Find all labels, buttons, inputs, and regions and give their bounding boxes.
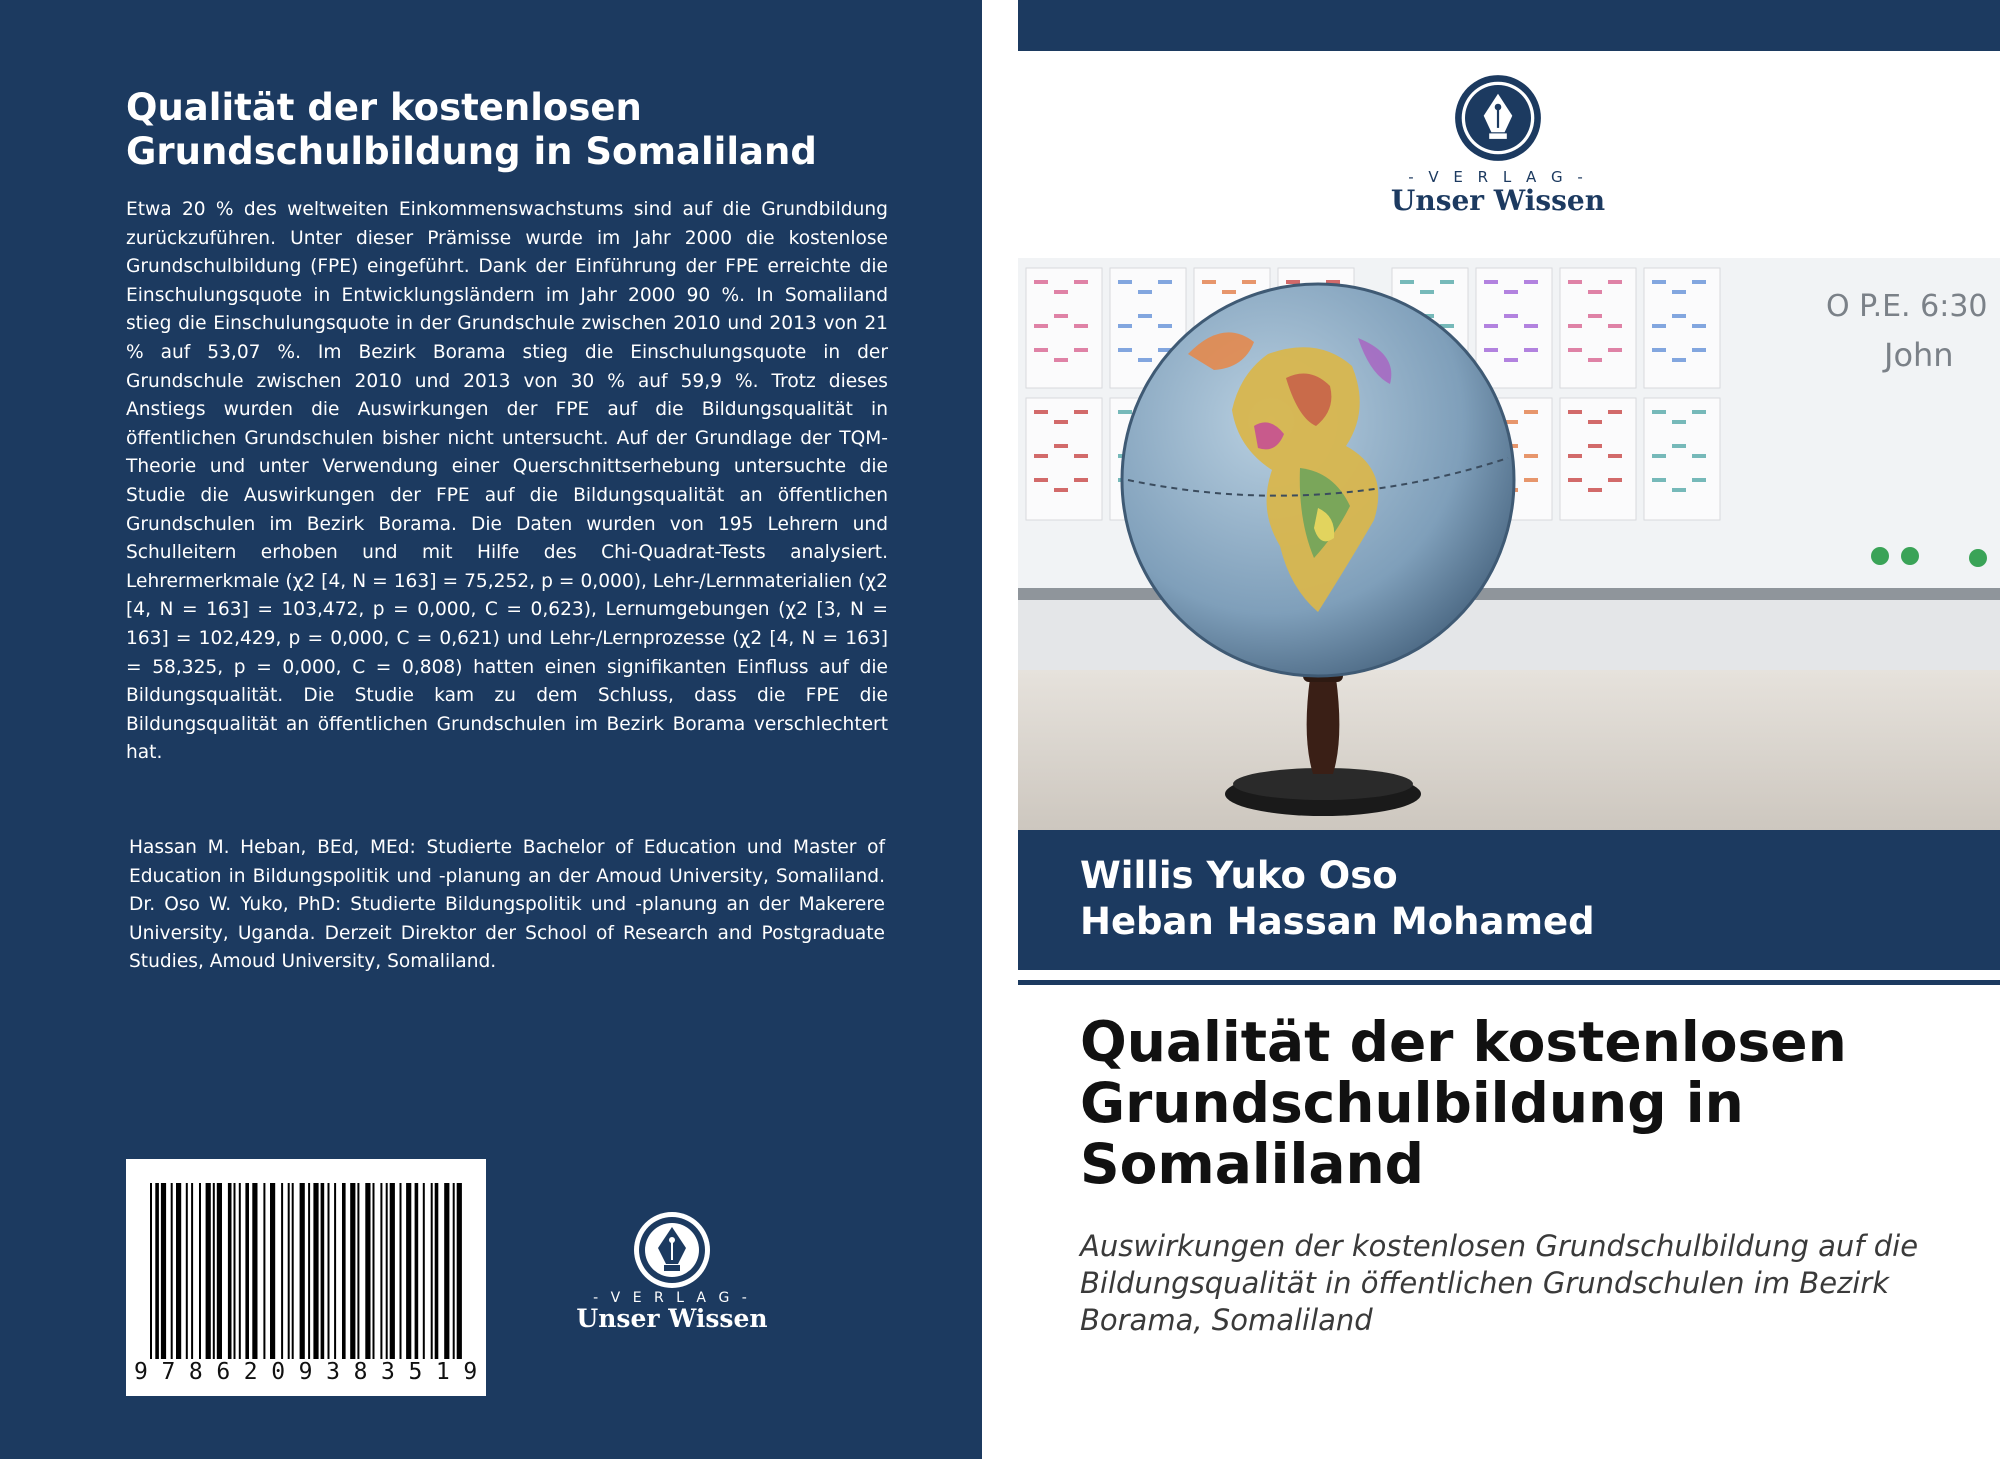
wall-chart-mark [1652,280,1666,284]
wall-chart-mark [1034,280,1048,284]
book-spine [982,0,1018,1459]
barcode-bar [239,1183,241,1359]
barcode-bar [186,1183,188,1359]
barcode-bar [171,1183,173,1359]
divider-rule [1018,980,2000,985]
barcode-bar [423,1183,425,1359]
barcode-bar [228,1183,232,1359]
wall-chart-sheet [1026,398,1102,520]
barcode-bar [234,1183,236,1359]
author-name-2: Heban Hassan Mohamed [1080,900,1595,943]
wall-chart-mark [1034,410,1048,414]
wall-chart-mark [1588,290,1602,294]
wall-chart-mark [1524,324,1538,328]
wall-chart-mark [1054,314,1068,318]
barcode-bar [313,1183,318,1359]
front-publisher-verlag-label: - V E R L A G - [1408,168,1588,186]
wall-chart-mark [1118,410,1132,414]
wall-chart-mark [1672,358,1686,362]
wall-chart-mark [1504,290,1518,294]
wall-chart-mark [1608,324,1622,328]
wall-chart-mark [1652,348,1666,352]
barcode-bar [206,1183,211,1359]
back-publisher-name: Unser Wissen [576,1304,768,1333]
barcode-bar [415,1183,419,1359]
barcode-bar [217,1183,222,1359]
wall-chart-mark [1568,478,1582,482]
wall-chart-mark [1440,280,1454,284]
wall-chart-mark [1524,348,1538,352]
wall-chart-mark [1568,280,1582,284]
barcode-bar [288,1183,290,1359]
wall-chart-mark [1692,454,1706,458]
wall-chart-mark [1158,324,1172,328]
wall-chart-mark [1420,290,1434,294]
barcode-bar [457,1183,462,1359]
front-cover-top-bar [1018,0,2000,51]
barcode-bar [281,1183,283,1359]
wall-chart-mark [1504,358,1518,362]
wall-chart-mark [1652,410,1666,414]
barcode-bar [300,1183,305,1359]
wall-chart-mark [1074,324,1088,328]
globe-icon [1018,258,2000,830]
barcode-bar [342,1183,346,1359]
wall-chart-mark [1074,478,1088,482]
wall-chart-mark [1034,348,1048,352]
wall-chart-mark [1652,478,1666,482]
wall-chart-mark [1608,348,1622,352]
barcode-bar [435,1183,439,1359]
barcode-bar [350,1183,355,1359]
barcode-bars [146,1183,466,1359]
wall-chart-mark [1484,324,1498,328]
wall-chart-mark [1158,280,1172,284]
barcode-bar [176,1183,181,1359]
back-cover-title: Qualität der kostenlosen Grundschulbildung in Somaliland [126,86,817,173]
barcode-bar [444,1183,449,1359]
barcode-bar [263,1183,265,1359]
wall-chart-mark [1588,444,1602,448]
front-publisher-logo-mark [1454,74,1542,162]
wall-chart-mark [1286,280,1300,284]
barcode-bar [373,1183,375,1359]
back-cover [0,0,982,1459]
wall-chart-mark [1588,488,1602,492]
wall-chart-mark [1672,420,1686,424]
wall-chart-mark [1672,314,1686,318]
wall-chart-mark [1034,478,1048,482]
wall-chart-mark [1672,444,1686,448]
back-cover-blurb: Etwa 20 % des weltweiten Einkommenswachstums sind auf die Grundbildung zurückzuführen. Unter dieser Prämisse wurde im Jahr 2000 die kostenlose Grundschulbildung (FPE) eingeführt. Dank der Einführung der FPE erreichte die Einschulungsquote in Entwicklungsländern im Jahr 2000 90 %. In Somaliland stieg die Einschulungsquote in der Grundschule zwischen 2010 und 2013 von 21 % auf 53,07 %. Im Bezirk Borama stieg die Einschulungsquote in der Grundschule zwischen 2010 und 2013 von 30 % auf 59,9 %. Trotz dieses Anstiegs wurden die Auswirkungen der FPE auf die Bildungsqualität in öffentlichen Grundschulen bisher nicht untersucht. Auf der Grundlage der TQM-Theorie und unter Verwendung einer Querschnittserhebung untersuchte die Studie die Auswirkungen der FPE auf die Bildungsqualität an öffentlichen Grundschulen im Bezirk Borama. Die Daten wurden von 195 Lehrern und Schulleitern erhoben und mit Hilfe des Chi-Quadrat-Tests analysiert. Lehrermerkmale (χ2 [4, N = 163] = 75,252, p = 0,000), Lehr-/Lernmaterialien (χ2 [4, N = 163] = 103,472, p = 0,000, C = 0,623), Lernumgebungen (χ2 [3, N = 163] = 102,429, p = 0,000, C = 0,621) und Lehr-/Lernprozesse (χ2 [4, N = 163] = 58,325, p = 0,000, C = 0,808) hatten einen signifikanten Einfluss auf die Bildungsqualität. Die Studie kam zu dem Schluss, dass die FPE die Bildungsqualität an öffentlichen Grundschulen im Bezirk Borama verschlechtert hat. [126,199,888,764]
barcode-bar [292,1183,294,1359]
wall-chart-mark [1484,348,1498,352]
wall-chart-mark [1608,454,1622,458]
barcode-bar [150,1183,152,1359]
wall-chart-mark [1484,280,1498,284]
wall-chart-mark [1054,358,1068,362]
barcode-bar [213,1183,215,1359]
barcode-bar [270,1183,275,1359]
wall-chart-mark [1588,314,1602,318]
barcode-bar [453,1183,455,1359]
barcode-bar [199,1183,201,1359]
wall-chart-mark [1138,314,1152,318]
barcode-bar [328,1183,330,1359]
author-band [1018,830,2000,970]
wall-chart-mark [1138,290,1152,294]
wall-chart-mark [1608,478,1622,482]
front-cover-subtitle: Auswirkungen der kostenlosen Grundschulbildung auf die Bildungsqualität in öffentlichen Grundschulen im Bezirk Borama, Somaliland [1080,1229,1919,1337]
barcode-bar [155,1183,159,1359]
wall-chart-mark [1074,410,1088,414]
wall-chart-mark [1568,348,1582,352]
fountain-pen-nib-icon [632,1210,712,1290]
wall-chart-mark [1118,324,1132,328]
wall-chart-mark [1608,280,1622,284]
wall-chart-mark [1608,410,1622,414]
wall-chart-mark [1524,280,1538,284]
wall-chart-mark [1034,324,1048,328]
cover-photo-globe [1018,258,2000,830]
barcode-bar [321,1183,325,1359]
barcode-bar [431,1183,433,1359]
wall-chart-mark [1692,280,1706,284]
front-cover-title: Qualität der kostenlosen Grundschulbildung in Somaliland [1080,1010,1847,1196]
barcode-bar [390,1183,395,1359]
wall-chart-mark [1054,420,1068,424]
isbn-barcode [126,1159,491,1396]
barcode-bar [380,1183,382,1359]
wall-chart-mark [1054,488,1068,492]
barcode-bar [252,1183,257,1359]
wall-chart-mark [1118,280,1132,284]
wall-chart-mark [1054,444,1068,448]
barcode-bar [386,1183,388,1359]
back-publisher-logo-mark [632,1210,712,1290]
wall-chart-mark [1588,420,1602,424]
wall-chart-mark [1202,280,1216,284]
wall-chart-mark [1692,410,1706,414]
wall-chart-mark [1054,290,1068,294]
wall-chart-mark [1692,348,1706,352]
back-cover-author-bio: Hassan M. Heban, BEd, MEd: Studierte Bachelor of Education und Master of Education in Bildungspolitik und -planung an der Amoud University, Somaliland. Dr. Oso W. Yuko, PhD: Studierte Bildungspolitik und -planung an der Makerere University, Uganda. Derzeit Direktor der School of Research and Postgraduate Studies, Amoud University, Somaliland. [129,837,885,973]
wall-chart-mark [1672,290,1686,294]
wall-chart-mark [1074,454,1088,458]
author-name-1: Willis Yuko Oso [1080,854,1398,897]
wall-chart-mark [1222,290,1236,294]
wall-chart-mark [1400,280,1414,284]
barcode-bar [191,1183,193,1359]
wall-chart-sheet [1644,398,1720,520]
wall-chart-mark [1652,324,1666,328]
barcode-bar [245,1183,249,1359]
barcode-bar [400,1183,402,1359]
board-text-1: O P.E. 6:30 [1826,289,1988,324]
wall-chart-mark [1692,478,1706,482]
board-text-2: John [1884,336,1954,374]
wall-chart-mark [1524,454,1538,458]
wall-chart-mark [1504,314,1518,318]
wall-chart-sheet [1560,398,1636,520]
wall-chart-mark [1672,488,1686,492]
wall-chart-mark [1568,454,1582,458]
wall-chart-mark [1074,280,1088,284]
wall-chart-mark [1692,324,1706,328]
front-publisher-name: Unser Wissen [1390,184,1606,217]
barcode-bar [406,1183,411,1359]
barcode-bar [365,1183,370,1359]
wall-chart-mark [1242,280,1256,284]
wall-chart-mark [1034,454,1048,458]
wall-chart-mark [1652,454,1666,458]
wall-chart-mark [1568,324,1582,328]
fountain-pen-nib-icon [1454,74,1542,162]
wall-chart-mark [1118,348,1132,352]
barcode-digits: 9786209383519 [134,1359,491,1385]
wall-chart-mark [1138,358,1152,362]
wall-chart-mark [1568,410,1582,414]
barcode-bar [357,1183,359,1359]
wall-chart-mark [1524,410,1538,414]
wall-chart-mark [1074,348,1088,352]
wall-chart-mark [1524,478,1538,482]
barcode-bar [334,1183,336,1359]
back-publisher-verlag-label: - V E R L A G - [593,1290,751,1306]
wall-chart-mark [1588,358,1602,362]
barcode-bar [308,1183,310,1359]
barcode-bar [161,1183,166,1359]
